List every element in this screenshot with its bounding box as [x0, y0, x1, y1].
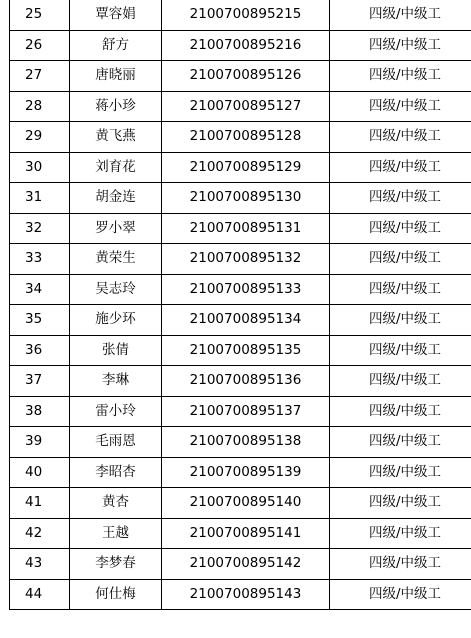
level-cell: 四级/中级工	[330, 244, 471, 275]
name-cell: 毛雨恩	[70, 427, 162, 458]
level-cell: 四级/中级工	[330, 183, 471, 214]
certificate-number-cell: 2100700895216	[162, 30, 330, 61]
table-row	[10, 91, 471, 122]
level-cell: 四级/中级工	[330, 518, 471, 549]
level-cell: 四级/中级工	[330, 0, 471, 30]
certificate-number-cell: 2100700895129	[162, 152, 330, 183]
row-number-cell: 36	[10, 335, 70, 366]
level-cell: 四级/中级工	[330, 366, 471, 397]
certificate-number-cell: 2100700895143	[162, 579, 330, 610]
level-cell: 四级/中级工	[330, 274, 471, 305]
table-row	[10, 30, 471, 61]
name-cell: 胡金连	[70, 183, 162, 214]
certificate-number-cell: 2100700895130	[162, 183, 330, 214]
name-cell: 刘育花	[70, 152, 162, 183]
certificate-number-cell: 2100700895138	[162, 427, 330, 458]
level-cell: 四级/中级工	[330, 457, 471, 488]
level-cell: 四级/中级工	[330, 61, 471, 92]
row-number-cell: 38	[10, 396, 70, 427]
certificate-number-cell: 2100700895126	[162, 61, 330, 92]
row-number-cell: 37	[10, 366, 70, 397]
level-cell: 四级/中级工	[330, 335, 471, 366]
table-row	[10, 396, 471, 427]
row-number-cell: 34	[10, 274, 70, 305]
row-number-cell: 26	[10, 30, 70, 61]
certificate-number-cell: 2100700895131	[162, 213, 330, 244]
name-cell: 吴志玲	[70, 274, 162, 305]
certificate-number-cell: 2100700895136	[162, 366, 330, 397]
certificate-table-body	[10, 0, 471, 610]
table-row	[10, 457, 471, 488]
row-number-cell: 33	[10, 244, 70, 275]
level-cell: 四级/中级工	[330, 396, 471, 427]
table-row	[10, 244, 471, 275]
certificate-number-cell: 2100700895132	[162, 244, 330, 275]
row-number-cell: 43	[10, 549, 70, 580]
name-cell: 黄荣生	[70, 244, 162, 275]
row-number-cell: 42	[10, 518, 70, 549]
row-number-cell: 29	[10, 122, 70, 153]
level-cell: 四级/中级工	[330, 579, 471, 610]
table-row	[10, 488, 471, 519]
name-cell: 李梦春	[70, 549, 162, 580]
certificate-number-cell: 2100700895128	[162, 122, 330, 153]
name-cell: 覃容娟	[70, 0, 162, 30]
table-row	[10, 579, 471, 610]
row-number-cell: 35	[10, 305, 70, 336]
name-cell: 雷小玲	[70, 396, 162, 427]
name-cell: 唐晓丽	[70, 61, 162, 92]
name-cell: 何仕梅	[70, 579, 162, 610]
table-row	[10, 183, 471, 214]
name-cell: 李昭杏	[70, 457, 162, 488]
table-row	[10, 122, 471, 153]
certificate-number-cell: 2100700895139	[162, 457, 330, 488]
table-row	[10, 274, 471, 305]
name-cell: 张倩	[70, 335, 162, 366]
table-row	[10, 427, 471, 458]
row-number-cell: 30	[10, 152, 70, 183]
level-cell: 四级/中级工	[330, 488, 471, 519]
level-cell: 四级/中级工	[330, 213, 471, 244]
name-cell: 黄杏	[70, 488, 162, 519]
level-cell: 四级/中级工	[330, 549, 471, 580]
certificate-number-cell: 2100700895142	[162, 549, 330, 580]
row-number-cell: 31	[10, 183, 70, 214]
row-number-cell: 28	[10, 91, 70, 122]
level-cell: 四级/中级工	[330, 122, 471, 153]
certificate-number-cell: 2100700895134	[162, 305, 330, 336]
name-cell: 罗小翠	[70, 213, 162, 244]
row-number-cell: 41	[10, 488, 70, 519]
table-row	[10, 366, 471, 397]
certificate-number-cell: 2100700895140	[162, 488, 330, 519]
level-cell: 四级/中级工	[330, 305, 471, 336]
certificate-number-cell: 2100700895133	[162, 274, 330, 305]
row-number-cell: 25	[10, 0, 70, 30]
table-row	[10, 518, 471, 549]
table-row	[10, 335, 471, 366]
table-row	[10, 152, 471, 183]
name-cell: 蒋小珍	[70, 91, 162, 122]
certificate-number-cell: 2100700895215	[162, 0, 330, 30]
certificate-number-cell: 2100700895127	[162, 91, 330, 122]
row-number-cell: 27	[10, 61, 70, 92]
row-number-cell: 44	[10, 579, 70, 610]
level-cell: 四级/中级工	[330, 427, 471, 458]
certificate-table	[9, 0, 471, 610]
certificate-number-cell: 2100700895135	[162, 335, 330, 366]
row-number-cell: 32	[10, 213, 70, 244]
certificate-number-cell: 2100700895137	[162, 396, 330, 427]
table-row	[10, 549, 471, 580]
table-row	[10, 305, 471, 336]
row-number-cell: 39	[10, 427, 70, 458]
name-cell: 王越	[70, 518, 162, 549]
level-cell: 四级/中级工	[330, 30, 471, 61]
row-number-cell: 40	[10, 457, 70, 488]
certificate-number-cell: 2100700895141	[162, 518, 330, 549]
level-cell: 四级/中级工	[330, 91, 471, 122]
name-cell: 李琳	[70, 366, 162, 397]
name-cell: 舒方	[70, 30, 162, 61]
name-cell: 黄飞燕	[70, 122, 162, 153]
table-row	[10, 61, 471, 92]
table-row	[10, 0, 471, 30]
level-cell: 四级/中级工	[330, 152, 471, 183]
table-row	[10, 213, 471, 244]
name-cell: 施少环	[70, 305, 162, 336]
